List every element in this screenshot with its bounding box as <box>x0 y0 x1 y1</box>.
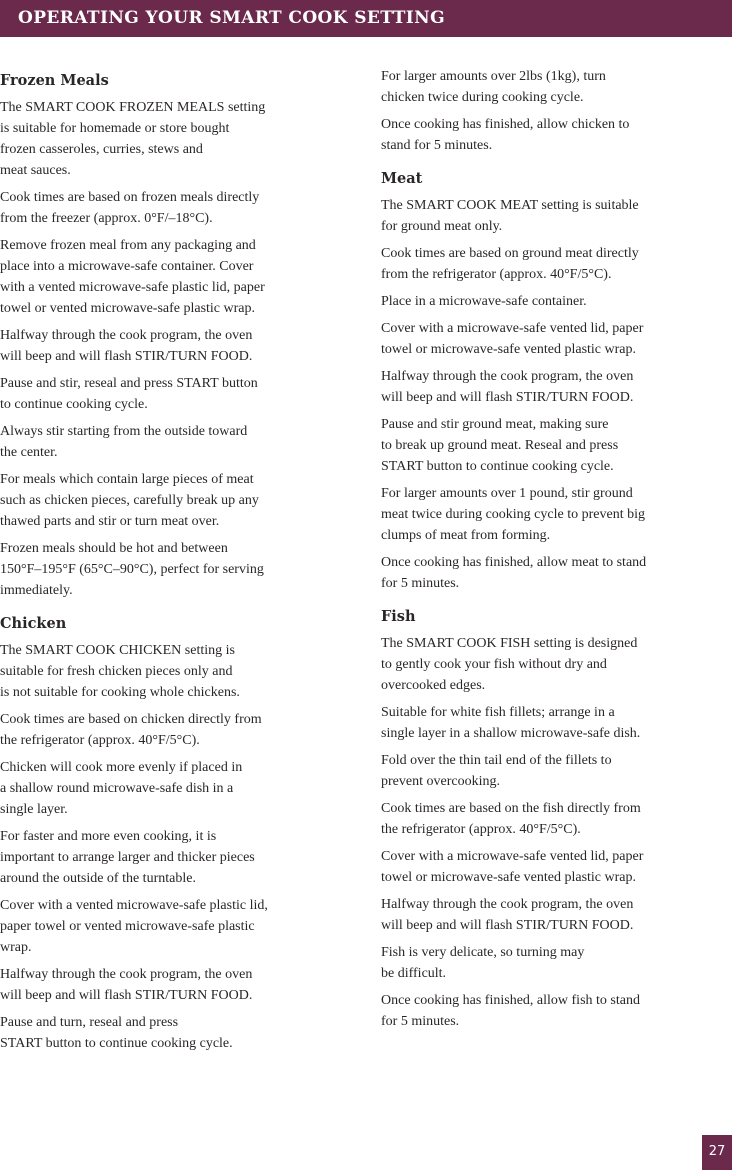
paragraph: Halfway through the cook program, the oven will beep and will flash STIR/TURN FOOD. <box>381 369 634 405</box>
page-number: 27 <box>708 1144 726 1159</box>
paragraph: Suitable for white fish fillets; arrange in a single layer in a shallow microwave-safe dish. <box>381 705 641 741</box>
section-heading: Fish <box>381 608 416 625</box>
paragraph: For faster and more even cooking, it is important to arrange larger and thicker pieces around the outside of the turntable. <box>0 829 255 886</box>
paragraph: Pause and stir ground meat, making sure to break up ground meat. Reseal and press START button to continue cooking cycle. <box>381 417 619 474</box>
section <box>381 170 732 594</box>
paragraph: The SMART COOK FROZEN MEALS setting is suitable for homemade or store bought frozen casseroles, curries, stews and meat sauces. <box>0 100 266 178</box>
paragraph: Once cooking has finished, allow meat to stand for 5 minutes. <box>381 555 647 591</box>
page-title: OPERATING YOUR SMART COOK SETTING <box>18 8 445 28</box>
page-number-box <box>702 1135 732 1170</box>
section <box>381 608 732 1032</box>
paragraph: Halfway through the cook program, the oven will beep and will flash STIR/TURN FOOD. <box>0 967 253 1003</box>
paragraph: Frozen meals should be hot and between 150°F–195°F (65°C–90°C), perfect for serving immediately. <box>0 541 264 598</box>
paragraph: Cover with a microwave-safe vented lid, paper towel or microwave-safe vented plastic wrap. <box>381 849 644 885</box>
paragraph: Fold over the thin tail end of the fillets to prevent overcooking. <box>381 753 612 789</box>
paragraph: The SMART COOK FISH setting is designed to gently cook your fish without dry and overcooked edges. <box>381 636 638 693</box>
paragraph: Remove frozen meal from any packaging and place into a microwave-safe container. Cover with a vented microwave-safe plastic lid, paper towel or vented microwave-safe plastic wrap. <box>0 238 265 316</box>
left-column <box>0 66 350 1068</box>
paragraph: Always stir starting from the outside toward the center. <box>0 424 248 460</box>
section <box>381 66 732 156</box>
paragraph: Halfway through the cook program, the oven will beep and will flash STIR/TURN FOOD. <box>381 897 634 933</box>
paragraph: Once cooking has finished, allow chicken to stand for 5 minutes. <box>381 117 630 153</box>
paragraph: Place in a microwave-safe container. <box>381 294 587 309</box>
paragraph: Cover with a vented microwave-safe plastic lid, paper towel or vented microwave-safe plastic wrap. <box>0 898 268 955</box>
header-bar <box>0 0 732 37</box>
paragraph: Fish is very delicate, so turning may be difficult. <box>381 945 585 981</box>
paragraph: Cook times are based on ground meat directly from the refrigerator (approx. 40°F/5°C). <box>381 246 639 282</box>
paragraph: For larger amounts over 2lbs (1kg), turn chicken twice during cooking cycle. <box>381 69 606 105</box>
paragraph: Once cooking has finished, allow fish to stand for 5 minutes. <box>381 993 640 1029</box>
paragraph: Chicken will cook more evenly if placed in a shallow round microwave-safe dish in a single layer. <box>0 760 243 817</box>
paragraph: The SMART COOK MEAT setting is suitable for ground meat only. <box>381 198 639 234</box>
paragraph: Halfway through the cook program, the oven will beep and will flash STIR/TURN FOOD. <box>0 328 253 364</box>
paragraph: Cook times are based on the fish directly from the refrigerator (approx. 40°F/5°C). <box>381 801 641 837</box>
paragraph: The SMART COOK CHICKEN setting is suitable for fresh chicken pieces only and is not suitable for cooking whole chickens. <box>0 643 240 700</box>
paragraph: For larger amounts over 1 pound, stir ground meat twice during cooking cycle to prevent big clumps of meat from forming. <box>381 486 645 543</box>
paragraph: Pause and stir, reseal and press START button to continue cooking cycle. <box>0 376 258 412</box>
section <box>0 615 350 1054</box>
section-heading: Frozen Meals <box>0 72 109 89</box>
paragraph: Cook times are based on frozen meals directly from the freezer (approx. 0°F/–18°C). <box>0 190 260 226</box>
section <box>0 72 350 601</box>
paragraph: Pause and turn, reseal and press START button to continue cooking cycle. <box>0 1015 233 1051</box>
paragraph: For meals which contain large pieces of meat such as chicken pieces, carefully break up any thawed parts and stir or turn meat over. <box>0 472 259 529</box>
section-heading: Chicken <box>0 615 67 632</box>
section-heading: Meat <box>381 170 423 187</box>
right-column <box>381 66 732 1046</box>
paragraph: Cover with a microwave-safe vented lid, paper towel or microwave-safe vented plastic wrap. <box>381 321 644 357</box>
paragraph: Cook times are based on chicken directly from the refrigerator (approx. 40°F/5°C). <box>0 712 262 748</box>
